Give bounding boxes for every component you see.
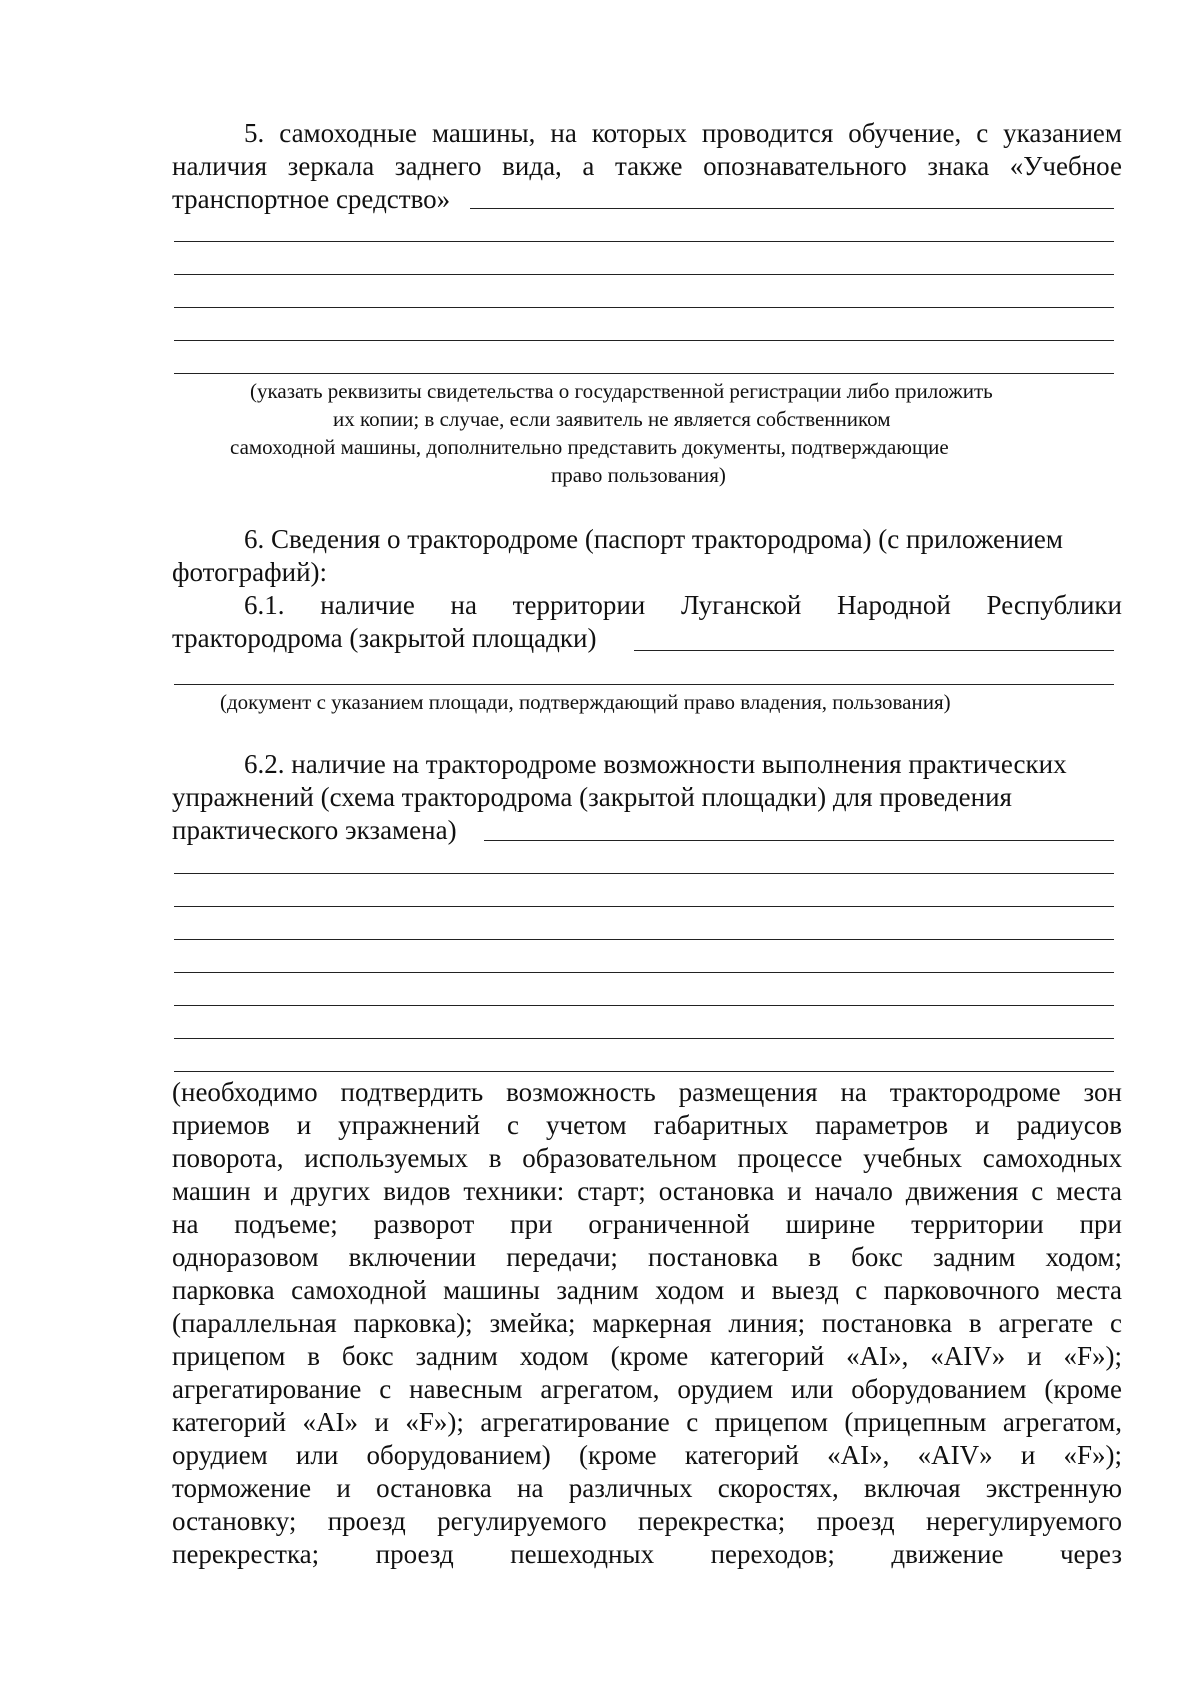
para-line: на подъеме; разворот при ограниченной ширине территории при bbox=[172, 1209, 1122, 1239]
para-line: торможение и остановка на различных скоростях, включая экстренную bbox=[172, 1473, 1122, 1503]
blank-field-line[interactable] bbox=[174, 274, 1114, 275]
blank-field-line[interactable] bbox=[174, 906, 1114, 907]
blank-field-line[interactable] bbox=[174, 340, 1114, 341]
sec61-note: (документ с указанием площади, подтверждающий право владения, пользования) bbox=[220, 690, 951, 714]
sec5-note-line-1: (указать реквизиты свидетельства о государственной регистрации либо приложить bbox=[250, 379, 993, 403]
sec62-line-3: практического экзамена) bbox=[172, 815, 457, 845]
blank-field-line[interactable] bbox=[174, 684, 1114, 685]
blank-field-line[interactable] bbox=[174, 873, 1114, 874]
blank-field-line[interactable] bbox=[634, 650, 1114, 651]
para-line: поворота, используемых в образовательном процессе учебных самоходных bbox=[172, 1143, 1122, 1173]
para-line: агрегатирование с навесным агрегатом, орудием или оборудованием (кроме bbox=[172, 1374, 1122, 1404]
para-line: (необходимо подтвердить возможность размещения на трактородроме зон bbox=[172, 1077, 1122, 1107]
sec5-note-line-3: самоходной машины, дополнительно представить документы, подтверждающие bbox=[230, 435, 949, 459]
sec61-line-2: трактородрома (закрытой площадки) bbox=[172, 623, 597, 653]
para-line: перекрестка; проезд пешеходных переходов; движение через bbox=[172, 1539, 1122, 1569]
sec62-line-2: упражнений (схема трактородрома (закрытой площадки) для проведения bbox=[172, 782, 1012, 812]
blank-field-line[interactable] bbox=[174, 1038, 1114, 1039]
blank-field-line[interactable] bbox=[174, 241, 1114, 242]
para-line: одноразовом включении передачи; постановка в бокс задним ходом; bbox=[172, 1242, 1122, 1272]
sec5-line-1: 5. самоходные машины, на которых проводится обучение, с указанием bbox=[244, 118, 1122, 148]
blank-field-line[interactable] bbox=[174, 972, 1114, 973]
sec6-line-1: 6. Сведения о трактородроме (паспорт трактородрома) (с приложением bbox=[244, 524, 1063, 554]
para-line: машин и других видов техники: старт; остановка и начало движения с места bbox=[172, 1176, 1122, 1206]
para-line: орудием или оборудованием) (кроме категорий «AI», «AIV» и «F»); bbox=[172, 1440, 1122, 1470]
para-line: категорий «AI» и «F»); агрегатирование с прицепом (прицепным агрегатом, bbox=[172, 1407, 1122, 1437]
para-line: (параллельная парковка); змейка; маркерная линия; постановка в агрегате с bbox=[172, 1308, 1122, 1338]
sec6-line-2: фотографий): bbox=[172, 557, 328, 587]
blank-field-line[interactable] bbox=[174, 373, 1114, 374]
sec5-line-2: наличия зеркала заднего вида, а также опознавательного знака «Учебное bbox=[172, 151, 1122, 181]
sec62-line-1: 6.2. наличие на трактородроме возможности выполнения практических bbox=[244, 749, 1067, 779]
blank-field-line[interactable] bbox=[470, 208, 1114, 209]
blank-field-line[interactable] bbox=[174, 307, 1114, 308]
blank-field-line[interactable] bbox=[484, 840, 1114, 841]
para-line: приемов и упражнений с учетом габаритных параметров и радиусов bbox=[172, 1110, 1122, 1140]
sec61-line-1: 6.1. наличие на территории Луганской Народной Республики bbox=[244, 590, 1122, 620]
para-line: прицепом в бокс задним ходом (кроме категорий «AI», «AIV» и «F»); bbox=[172, 1341, 1122, 1371]
para-line: парковка самоходной машины задним ходом и выезд с парковочного места bbox=[172, 1275, 1122, 1305]
sec5-line-3: транспортное средство» bbox=[172, 184, 451, 214]
para-line: остановку; проезд регулируемого перекрестка; проезд нерегулируемого bbox=[172, 1506, 1122, 1536]
blank-field-line[interactable] bbox=[174, 1071, 1114, 1072]
blank-field-line[interactable] bbox=[174, 1005, 1114, 1006]
sec5-note-line-4: право пользования) bbox=[551, 463, 726, 487]
blank-field-line[interactable] bbox=[174, 939, 1114, 940]
sec5-note-line-2: их копии; в случае, если заявитель не является собственником bbox=[333, 407, 891, 431]
